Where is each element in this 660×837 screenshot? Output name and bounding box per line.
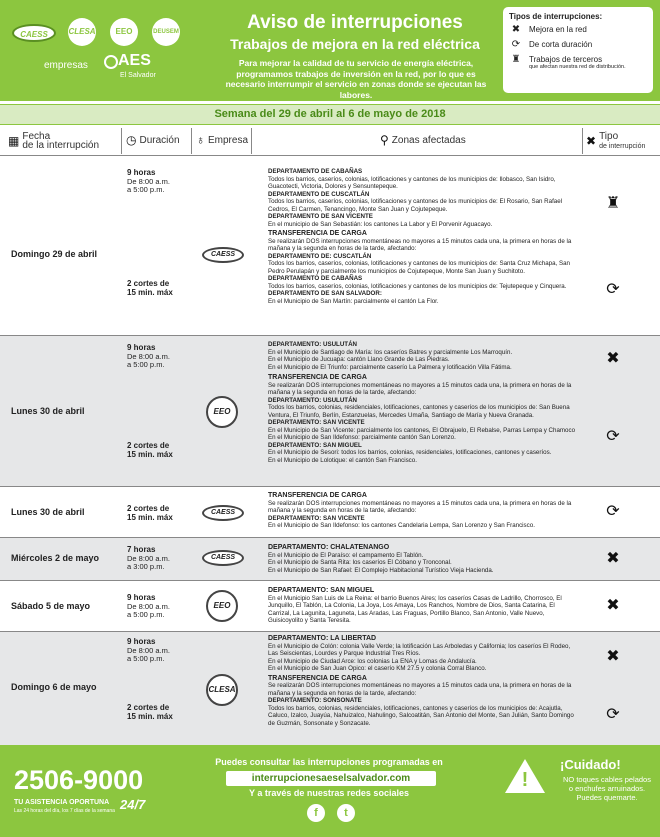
caution-line: Puedes quemarte.	[576, 793, 638, 802]
zone-text: En el Municipio de Santiago de María: los caseríos Batres y parcialmente Los Marroquín.	[268, 348, 513, 356]
week-range: Semana del 29 de abril al 6 de mayo de 2018	[0, 104, 660, 125]
zone-heading: DEPARTAMENTO: SAN MIGUEL	[268, 441, 362, 449]
divider	[191, 128, 192, 154]
row-date: Miércoles 2 de mayo	[11, 553, 100, 563]
power-tower-icon: ♜	[605, 195, 621, 212]
col-empresa-label: Empresa	[208, 135, 249, 146]
eeo-logo: EEO	[110, 18, 138, 46]
clock-arrow-icon: ⟳	[606, 428, 620, 445]
social-text: Y a través de nuestras redes sociales	[249, 788, 409, 798]
clock-arrow-icon: ⟳	[606, 503, 620, 520]
clock-arrow-icon: ⟳	[511, 39, 521, 50]
col-empresa	[196, 133, 249, 147]
tools-icon: ✖	[511, 24, 521, 35]
zone-heading: DEPARTAMENTO DE CABAÑAS	[268, 275, 363, 282]
duration-to: a 5:00 p.m.	[127, 654, 165, 663]
duration-main: 9 horas	[127, 343, 156, 352]
row-zones	[268, 341, 578, 464]
zone-text: Todos los barrios, caseríos, colonias, lotificaciones y cantones de los municipios de: Santa Cruz Michapa, San Pedro Perulapán y parcialmente los municipios de Cojutepeque, Monte San Juan y Suchitoto.	[268, 260, 570, 275]
duration-from: De 8:00 a.m.	[127, 553, 170, 563]
row-duration-short	[127, 505, 173, 522]
row-date: Domingo 6 de mayo	[11, 682, 97, 692]
type-short-duration	[509, 40, 647, 50]
zone-heading: TRANSFERENCIA DE CARGA	[268, 674, 367, 682]
row-zones	[268, 168, 578, 305]
zone-text: Se realizarán DOS interrupciones momentáneas no mayores a 15 minutos cada una, la primera en horas de la mañana y la segunda en horas de la tarde, afectando:	[268, 381, 572, 396]
zone-text: En el Municipio de San Rafael: El Complejo Habitacional Turístico Vieja Hacienda.	[268, 566, 494, 574]
company-logo-caess: CAESS	[202, 247, 244, 263]
col-zonas-label: Zonas afectadas	[391, 135, 466, 146]
duration-main: 9 horas	[127, 637, 156, 646]
zone-text: Todos los barrios, colonias, residenciales, lotificaciones, cantones y caseríos de los municipios de: San Buena Ventura, El Triunfo, Berlín, Estanzuelas, Mercedes Umaña, Santiago de María y Nueva Granada.	[268, 404, 570, 419]
duration-to: a 5:00 p.m.	[127, 360, 165, 369]
zone-text: En el Municipio de Sesori: todos los barrios, colonias, residenciales, lotificaciones, cantones y caseríos.	[268, 449, 552, 456]
zone-text: En el Municipio de Ciudad Arce: los colonias La ENA y Lomas de Andalucía.	[268, 657, 477, 665]
type-label-main: Trabajos de terceros	[529, 55, 603, 64]
zone-heading: DEPARTAMENTO: SONSONATE	[268, 697, 362, 704]
table-row	[0, 157, 660, 335]
caution-line: o enchufes arruinados.	[568, 784, 646, 793]
power-tower-icon: ♜	[511, 54, 521, 65]
duration-main: 7 horas	[127, 545, 156, 554]
col-duracion	[126, 133, 180, 147]
zone-heading: TRANSFERENCIA DE CARGA	[268, 492, 367, 499]
interruption-types-legend	[503, 7, 653, 93]
aes-sub: El Salvador	[120, 72, 156, 79]
zone-text: En el Municipio de Colón: colonia Valle Verde; la lotificación Las Arboledas y California; los caseríos El Rodeo, Las Seiscientas, Lourdes y Parque Industrial Tres Ríos.	[268, 642, 571, 657]
facebook-icon[interactable]: f	[307, 804, 325, 822]
duration-to: a 3:00 p.m.	[127, 562, 165, 571]
col-tipo-line2: de interrupción	[599, 143, 646, 150]
row-duration-short	[127, 280, 173, 297]
company-logo-eeo: EEO	[206, 396, 238, 428]
zone-text: En el Municipio de San Ildefonso: los cantones Candelaria Lempa, San Lorenzo y San Francisco.	[268, 522, 535, 529]
row-zones	[268, 587, 578, 625]
row-duration-short	[127, 442, 173, 459]
col-fecha-line1: Fecha	[22, 131, 51, 142]
duration-max: 15 min. máx	[127, 512, 173, 522]
zone-heading: DEPARTAMENTO: SAN VICENTE	[268, 419, 365, 426]
zone-heading: TRANSFERENCIA DE CARGA	[268, 230, 367, 237]
row-duration	[127, 344, 170, 370]
col-fecha-label	[22, 132, 99, 150]
caess-logo: CAESS	[12, 24, 56, 42]
zone-heading: DEPARTAMENTO: SAN MIGUEL	[268, 587, 375, 594]
duration-max: 15 min. máx	[127, 287, 173, 297]
location-pin-icon: ⚲	[380, 133, 389, 147]
type-third-party	[509, 55, 647, 70]
zone-heading: DEPARTAMENTO DE: CUSCATLÁN	[268, 252, 372, 260]
caution-title: ¡Cuidado!	[560, 757, 621, 772]
row-zones	[268, 635, 578, 727]
page-title: Aviso de interrupciones	[247, 12, 463, 33]
zone-heading: DEPARTAMENTO: SAN VICENTE	[268, 514, 365, 522]
warning-exclamation: !	[521, 769, 529, 791]
support-phone[interactable]: 2506-9000	[14, 765, 144, 795]
zone-text: Se realizarán DOS interrupciones momentáneas no mayores a 15 minutos cada una, la primera en horas de la mañana y la segunda en horas de la tarde, afectando:	[268, 499, 572, 514]
zone-heading: DEPARTAMENTO DE CABAÑAS	[268, 168, 363, 175]
zone-heading: TRANSFERENCIA DE CARGA	[268, 374, 367, 381]
company-logo-caess: CAESS	[202, 550, 244, 566]
col-tipo	[586, 132, 645, 151]
zone-heading: DEPARTAMENTO: LA LIBERTAD	[268, 635, 377, 642]
support-hours-badge: 24/7	[120, 797, 146, 812]
empresas-label: empresas	[44, 60, 88, 71]
zone-text: Todos los barrios, colonias, residenciales, lotificaciones, cantones y caseríos de los municipios de: Acajutla, Caluco, Izalco, Juayúa, Nahuizalco, Nahulingo, Salcoatitán, San Antonio del Monte, San Julián, Santo Domingo de Guzmán, Sonsonate y Sonzacate.	[268, 704, 574, 727]
duration-from: De 8:00 a.m.	[127, 176, 170, 186]
tools-icon: ✖	[606, 597, 620, 614]
clock-arrow-icon: ⟳	[606, 706, 620, 723]
website-link[interactable]: interrupcionesaeselsalvador.com	[226, 771, 436, 786]
zone-text: En el Municipio de Jucuapa: cantón Llano Grande de Las Piedras.	[268, 356, 450, 363]
table-header	[0, 128, 660, 154]
duration-from: De 8:00 a.m.	[127, 351, 170, 361]
zone-heading: DEPARTAMENTO DE SAN SALVADOR:	[268, 290, 382, 297]
duration-from: De 8:00 a.m.	[127, 645, 170, 655]
col-fecha-line2: de la interrupción	[22, 140, 100, 151]
zone-text: En el Municipio San Luis de La Reina: el barrio Buenos Aires; los caseríos Casas de Ladrillo, Chorrosco, El Junquillo, El Tablón, La Colonia, La Joya, Los Amaya, Los Ranchos, Nombre de Dios, Santa Catarina, El Carrizal, La Lagunita, Laguneta, Las Aradas, Las Fraguas, Portillo Blanco, San Antonio, Valle Nuevo, Guisicoyolito y Santa Teresita.	[268, 594, 562, 624]
divider	[0, 155, 660, 156]
col-tipo-line1: Tipo	[599, 131, 619, 142]
bulb-icon: ♁	[196, 133, 205, 147]
type-label: De corta duración	[529, 40, 593, 49]
caution-text	[558, 775, 656, 802]
intro-text: Para mejorar la calidad de tu servicio de energía eléctrica, programamos trabajos de inversión en la red, por lo que es necesario interrumpir el servicio en zonas donde se ejecutan las labores.	[225, 58, 487, 100]
row-date: Lunes 30 de abril	[11, 406, 85, 416]
caution-line: NO toques cables pelados	[563, 775, 651, 784]
duration-main: 2 cortes de	[127, 279, 170, 288]
tools-icon: ✖	[606, 550, 620, 567]
table-row	[0, 581, 660, 631]
footer	[0, 745, 660, 837]
zone-text: En el Municipio de San Martín: parcialmente el cantón La Flor.	[268, 297, 439, 305]
aes-logo: AES	[118, 52, 151, 69]
row-date: Sábado 5 de mayo	[11, 601, 91, 611]
consult-text: Puedes consultar las interrupciones programadas en	[215, 757, 443, 767]
header-banner	[0, 0, 660, 101]
tools-icon: ✖	[606, 648, 620, 665]
row-duration	[127, 546, 170, 572]
support-hours-text: Las 24 horas del día, los 7 días de la semana	[14, 808, 115, 814]
zone-text: Todos los barrios, caseríos, colonias, lotificaciones y cantones de los municipios de: Ilobasco, San Isidro, Guacotecti, Victoria, Dolores y Sensuntepeque.	[268, 175, 556, 190]
zone-heading: DEPARTAMENTO: CHALATENANGO	[268, 544, 390, 551]
table-row	[0, 336, 660, 486]
row-date: Lunes 30 de abril	[11, 507, 85, 517]
zone-text: En el Municipio de San Ildefonso: parcialmente cantón San Lorenzo.	[268, 434, 456, 441]
duration-to: a 5:00 p.m.	[127, 610, 165, 619]
zone-text: Todos los barrios, caseríos, colonias, lotificaciones y cantones de los municipios de: Tejutepeque y Cinquera.	[268, 282, 567, 290]
zone-text: En el Municipio de El Paraíso: el campamento El Tablón.	[268, 551, 424, 559]
zone-text: Todos los barrios, caseríos, colonias, lotificaciones y cantones de los municipios de: El Rosario, San Rafael Cedros, El Carmen, Tenancingo, Monte San Juan y Cojutepeque.	[268, 198, 563, 213]
divider	[121, 128, 122, 154]
clock-arrow-icon: ⟳	[606, 281, 620, 298]
row-duration-short	[127, 704, 173, 721]
zone-text: En el Municipio de San Vicente: parcialmente los cantones, El Obrajuelo, El Rebalse, Parras Lempa y Chamoco	[268, 426, 576, 434]
type-network-improvement	[509, 25, 647, 35]
divider	[251, 128, 252, 154]
company-logo-clesa: CLESA	[206, 674, 238, 706]
zone-heading: DEPARTAMENTO DE SAN VICENTE	[268, 213, 373, 220]
type-label	[529, 55, 626, 70]
duration-from: De 8:00 a.m.	[127, 601, 170, 611]
zone-text: En el municipio de San Sebastián: los cantones La Labor y El Porvenir Aguacayo.	[268, 220, 493, 228]
zone-text: Se realizarán DOS interrupciones momentáneas no mayores a 15 minutos cada una, la primera en horas de la mañana y la segunda en horas de la tarde, afectando:	[268, 682, 572, 697]
col-duracion-label: Duración	[139, 135, 180, 146]
clock-icon: ◷	[126, 133, 137, 147]
duration-main: 2 cortes de	[127, 703, 170, 712]
row-date: Domingo 29 de abril	[11, 249, 98, 259]
zone-heading: DEPARTAMENTO: USULUTÁN	[268, 341, 358, 348]
duration-main: 2 cortes de	[127, 504, 170, 513]
twitter-icon[interactable]: t	[337, 804, 355, 822]
tools-icon: ✖	[606, 350, 620, 367]
col-zonas	[380, 133, 466, 147]
table-row	[0, 538, 660, 580]
row-duration	[127, 594, 170, 620]
duration-to: a 5:00 p.m.	[127, 185, 165, 194]
zone-heading: DEPARTAMENTO: USULUTÁN	[268, 396, 358, 404]
aes-logo-mark	[104, 55, 118, 69]
duration-main: 2 cortes de	[127, 441, 170, 450]
duration-main: 9 horas	[127, 168, 156, 177]
row-zones	[268, 544, 578, 574]
types-title: Tipos de interrupciones:	[509, 12, 603, 21]
row-duration	[127, 169, 170, 195]
table-row	[0, 487, 660, 537]
company-logo-caess: CAESS	[202, 505, 244, 521]
row-duration	[127, 638, 170, 664]
calendar-icon: ▦	[8, 133, 20, 148]
duration-main: 9 horas	[127, 593, 156, 602]
divider	[582, 128, 583, 154]
col-tipo-label	[599, 132, 645, 151]
zone-text: En el Municipio de Santa Rita: los caseríos El Cóbano y Tronconal.	[268, 559, 452, 566]
row-zones	[268, 492, 578, 530]
support-tagline: TU ASISTENCIA OPORTUNA	[14, 799, 110, 806]
table-row	[0, 632, 660, 745]
page-subtitle: Trabajos de mejora en la red eléctrica	[230, 36, 480, 52]
type-note: que afectan nuestra red de distribución.	[529, 64, 626, 70]
deusem-logo: DEUSEM	[152, 18, 180, 46]
zone-text: Se realizarán DOS interrupciones momentáneas no mayores a 15 minutos cada una, la primera en horas de la mañana y la segunda en horas de la tarde, afectando:	[268, 237, 572, 252]
type-label: Mejora en la red	[529, 25, 587, 34]
zone-heading: DEPARTAMENTO DE CUSCATLÁN	[268, 190, 370, 198]
col-fecha	[8, 132, 99, 150]
duration-max: 15 min. máx	[127, 711, 173, 721]
duration-max: 15 min. máx	[127, 449, 173, 459]
zone-text: En el Municipio de El Triunfo: parcialmente caserío La Palmera y lotificación Villa Fátima.	[268, 363, 512, 371]
clesa-logo: CLESA	[68, 18, 96, 46]
company-logo-eeo: EEO	[206, 590, 238, 622]
tools-icon: ✖	[586, 134, 597, 148]
company-logos	[8, 14, 208, 94]
zone-text: En el Municipio de San Juan Opico: el caserío KM 27.5 y colonia Corral Blanco.	[268, 665, 487, 672]
zone-text: En el Municipio de Lolotique: el cantón San Francisco.	[268, 456, 417, 464]
